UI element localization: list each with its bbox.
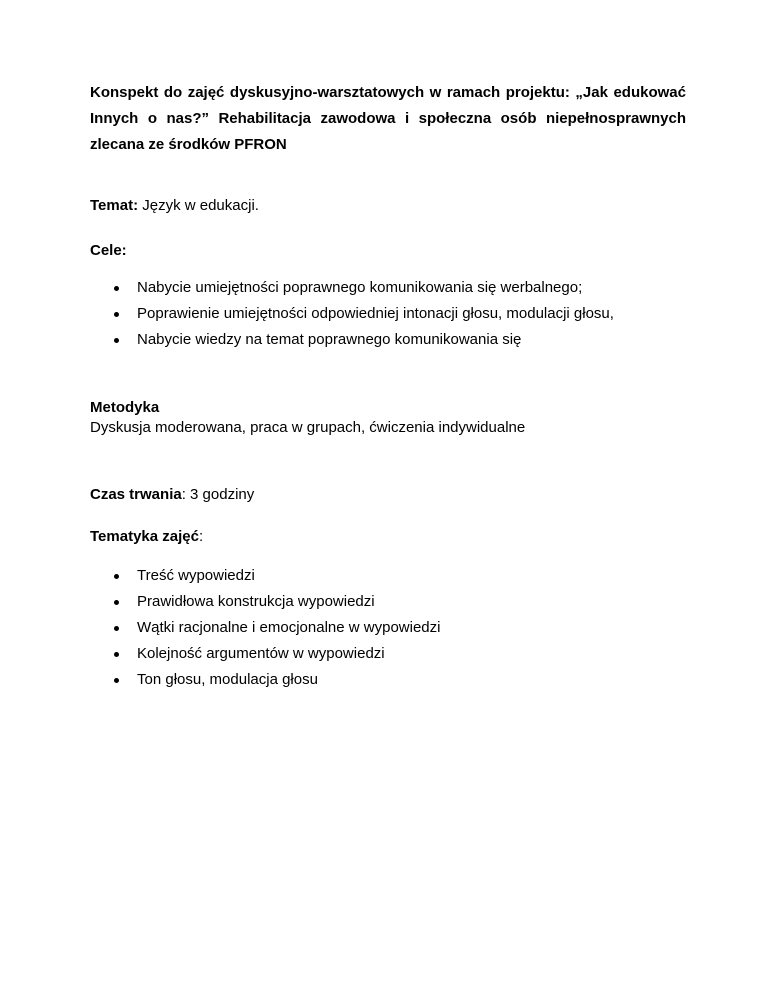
topic-line xyxy=(90,196,686,216)
methodology-text: Dyskusja moderowana, praca w grupach, ćwiczenia indywidualne xyxy=(90,419,526,436)
duration-label: Czas trwania xyxy=(90,486,182,503)
topic-value: Język w edukacji. xyxy=(138,197,259,214)
list-item xyxy=(90,330,686,350)
list-item xyxy=(90,566,686,586)
list-item xyxy=(90,670,686,690)
duration-line xyxy=(90,485,686,505)
topics-label: Tematyka zajęć xyxy=(90,528,199,545)
goals-list xyxy=(90,278,686,350)
list-item xyxy=(90,644,686,664)
document-title: Konspekt do zajęć dyskusyjno-warsztatowych w ramach projektu: „Jak edukować Innych o nas?” Rehabilitacja zawodowa i społeczna osób niepełnosprawnych zlecana ze środków PFRON xyxy=(90,84,686,153)
topic-item-text: Ton głosu, modulacja głosu xyxy=(137,671,318,688)
methodology-heading: Metodyka xyxy=(90,399,160,416)
bullet-icon xyxy=(114,338,119,343)
goal-text: Poprawienie umiejętności odpowiedniej intonacji głosu, modulacji głosu, xyxy=(137,305,614,322)
list-item xyxy=(90,278,686,298)
duration-value: : 3 godziny xyxy=(181,486,255,503)
bullet-icon xyxy=(114,574,119,579)
bullet-icon xyxy=(114,312,119,317)
topic-item-text: Prawidłowa konstrukcja wypowiedzi xyxy=(137,593,375,610)
document-page xyxy=(90,80,686,696)
list-item xyxy=(90,592,686,612)
bullet-icon xyxy=(114,286,119,291)
topics-list xyxy=(90,566,686,690)
list-item xyxy=(90,304,686,324)
bullet-icon xyxy=(114,626,119,631)
goals-heading: Cele: xyxy=(90,242,127,259)
topics-heading xyxy=(90,527,686,547)
bullet-icon xyxy=(114,600,119,605)
topic-item-text: Treść wypowiedzi xyxy=(137,567,255,584)
goal-text: Nabycie umiejętności poprawnego komunikowania się werbalnego; xyxy=(137,279,583,296)
topics-suffix: : xyxy=(198,528,204,545)
bullet-icon xyxy=(114,678,119,683)
list-item xyxy=(90,618,686,638)
bullet-icon xyxy=(114,652,119,657)
goal-text: Nabycie wiedzy na temat poprawnego komunikowania się xyxy=(137,331,522,348)
topic-item-text: Wątki racjonalne i emocjonalne w wypowiedzi xyxy=(137,619,441,636)
topic-item-text: Kolejność argumentów w wypowiedzi xyxy=(137,645,385,662)
topic-label: Temat: xyxy=(90,197,139,214)
